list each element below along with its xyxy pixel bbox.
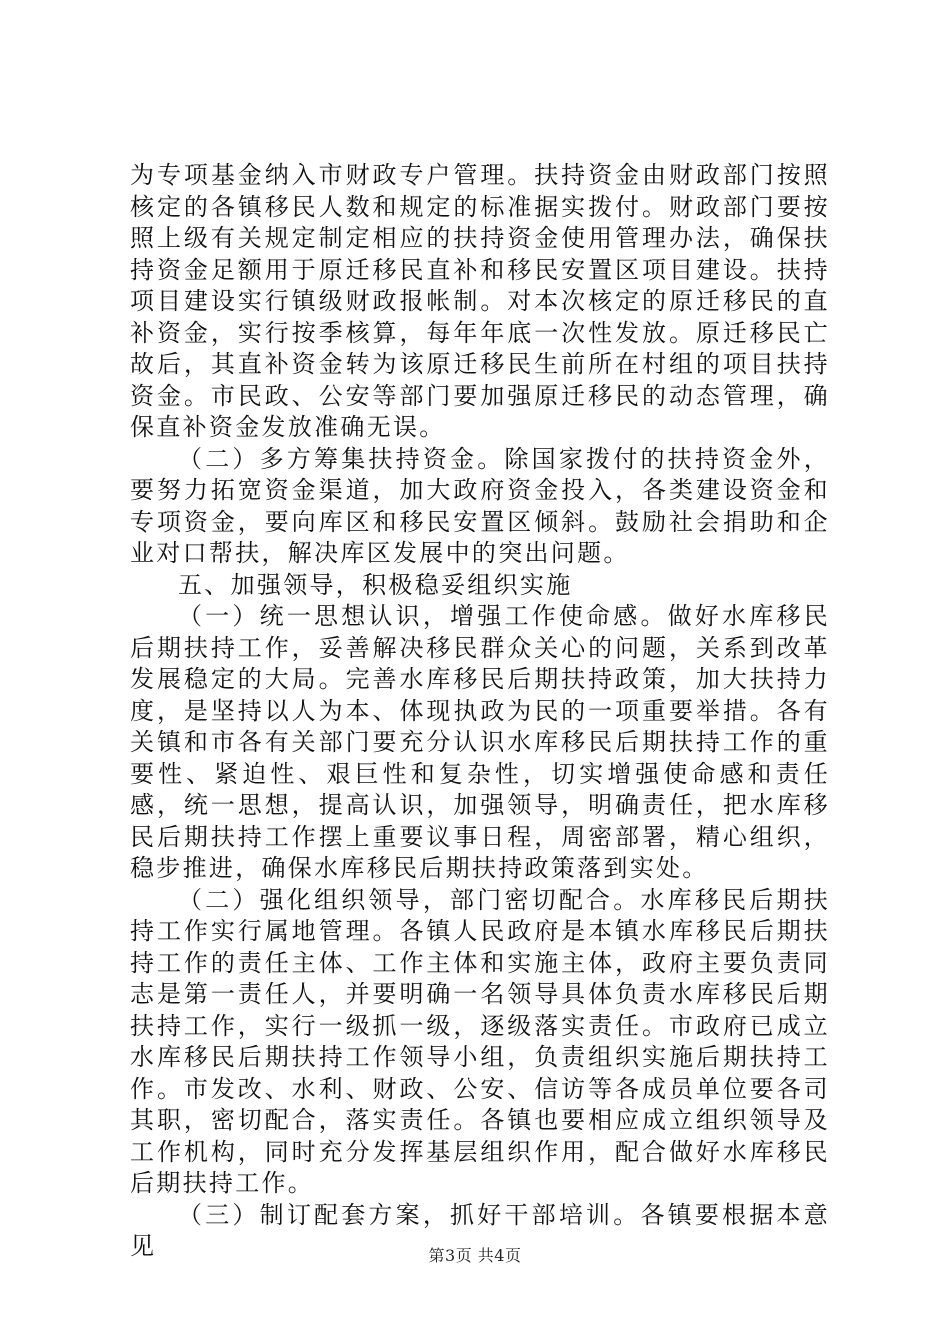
paragraph-unify-thinking: （一）统一思想认识，增强工作使命感。做好水库移民后期扶持工作，妥善解决移民群众关心的问题，关系到改革发展稳定的大局。完善水库移民后期扶持政策，加大扶持力度，是坚持以人为本、体现执政为民的一项重要举措。各有关镇和市各有关部门要充分认识水库移民后期扶持工作的重要性、紧迫性、艰巨性和复杂性，切实增强使命感和责任感，统一思想，提高认识，加强领导，明确责任，把水库移民后期扶持工作摆上重要议事日程，周密部署，精心组织，稳步推进，确保水库移民后期扶持政策落到实处。 bbox=[130, 602, 830, 882]
page-number-footer: 第3页 共4页 bbox=[428, 1246, 522, 1265]
paragraph-strengthen-organization: （二）强化组织领导，部门密切配合。水库移民后期扶持工作实行属地管理。各镇人民政府是本镇水库移民后期扶持工作的责任主体、工作主体和实施主体，政府主要负责同志是第一责任人，并要明确一名领导具体负责水库移民后期扶持工作，实行一级抓一级，逐级落实责任。市政府已成立水库移民后期扶持工作领导小组，负责组织实施后期扶持工作。市发改、水利、财政、公安、信访等各成员单位要各司其职，密切配合，落实责任。各镇也要相应成立组织领导及工作机构，同时充分发挥基层组织作用，配合做好水库移民后期扶持工作。 bbox=[130, 885, 830, 1197]
paragraph-funding-management: 为专项基金纳入市财政专户管理。扶持资金由财政部门按照核定的各镇移民人数和规定的标准据实拨付。财政部门要按照上级有关规定制定相应的扶持资金使用管理办法，确保扶持资金足额用于原迁移民直补和移民安置区项目建设。扶持项目建设实行镇级财政报帐制。对本次核定的原迁移民的直补资金，实行按季核算，每年年底一次性发放。原迁移民亡故后，其直补资金转为该原迁移民生前所在村组的项目扶持资金。市民政、公安等部门要加强原迁移民的动态管理，确保直补资金发放准确无误。 bbox=[130, 161, 830, 441]
document-body bbox=[130, 160, 830, 1263]
section-heading-leadership: 五、加强领导，积极稳妥组织实施 bbox=[178, 570, 573, 599]
paragraph-raise-funds: （二）多方筹集扶持资金。除国家拨付的扶持资金外，要努力拓宽资金渠道，加大政府资金投入，各类建设资金和专项资金，要向库区和移民安置区倾斜。鼓励社会捐助和企业对口帮扶，解决库区发展中的突出问题。 bbox=[130, 444, 830, 567]
paragraph-supporting-plans: （三）制订配套方案，抓好干部培训。各镇要根据本意见 bbox=[130, 1200, 830, 1260]
